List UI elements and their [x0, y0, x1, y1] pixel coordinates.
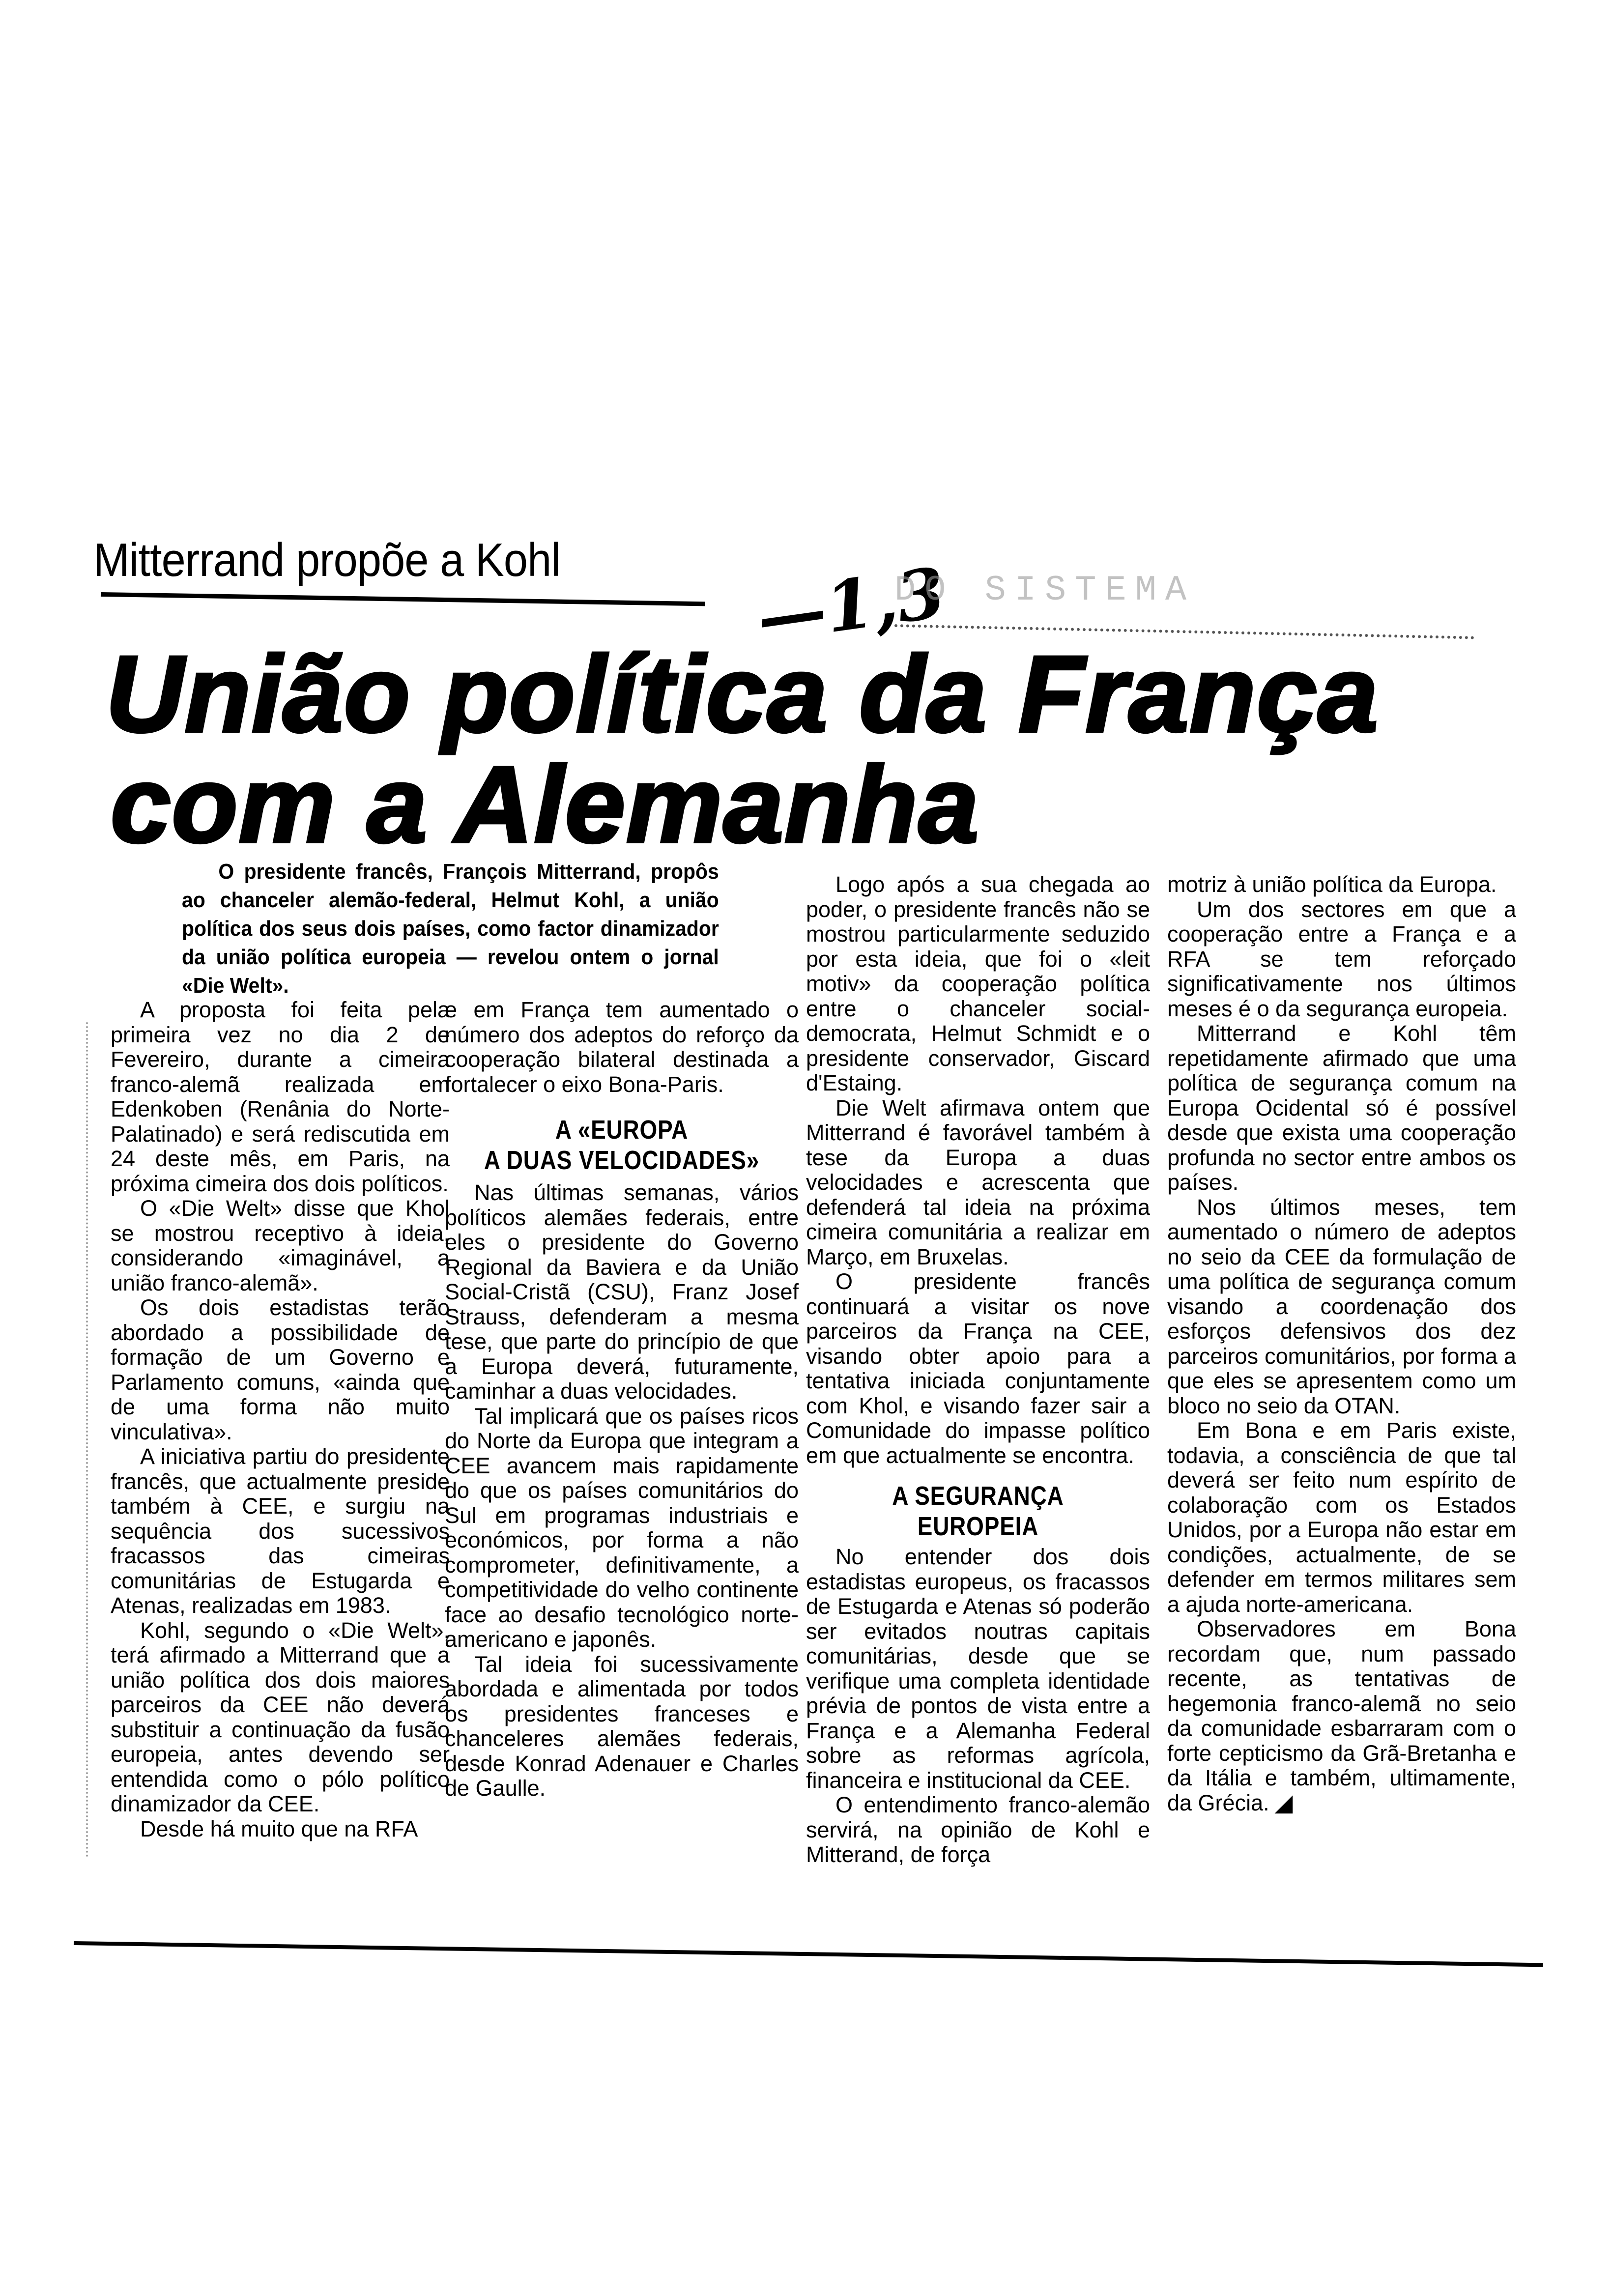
kicker-underline-rule: [101, 592, 705, 606]
paragraph-continuation: e em França tem aumentado o número dos adeptos do reforço da cooperação bilateral destinada a fortalecer o eixo Bona-Paris.: [445, 997, 799, 1097]
faded-stamp: DO SISTEMA: [894, 570, 1196, 610]
section-subhead: A SEGURANÇA EUROPEIA: [892, 1481, 1064, 1541]
paragraph: Die Welt afirmava ontem que Mitterrand é favorável também à tese da Europa a duas velocidades e acrescenta que defenderá tal ideia na próxima cimeira comunitária a realizar em Março, em Bruxelas.: [806, 1095, 1150, 1269]
paragraph: O entendimento franco-alemão servirá, na opinião de Kohl e Mitterand, de força: [806, 1792, 1150, 1867]
paragraph: Logo após a sua chegada ao poder, o presidente francês não se mostrou particularmente seduzido por esta ideia, que foi o «leit motiv» da cooperação política entre o chanceler social-democrata, Helmut Schmidt e o presidente conservador, Giscard d'Estaing.: [806, 872, 1150, 1095]
article-kicker: Mitterrand propõe a Kohl: [93, 534, 561, 586]
paragraph: Nas últimas semanas, vários políticos alemães federais, entre eles o presidente do Governo Regional da Baviera e da União Social-Cristã (CSU), Franz Josef Strauss, defenderam a mesma tese, que parte do princípio de que a Europa deverá, futuramente, caminhar a duas velocidades.: [445, 1180, 799, 1404]
paragraph: Os dois estadistas terão abordado a possibilidade de formação de um Governo e Parlamento comuns, «ainda que de uma forma não muito vinculativa».: [111, 1295, 450, 1444]
paragraph: No entender dos dois estadistas europeus, os fracassos de Estugarda e Atenas só poderão ser evitados noutras capitais comunitárias, desde que se verifique uma completa identidade prévia de pontos de vista entre a França e a Alemanha Federal sobre as reformas agrícola, financeira e institucional da CEE.: [806, 1544, 1150, 1793]
scan-margin-artifacts: [86, 1022, 91, 1858]
article-headline: [106, 633, 1379, 865]
paragraph: A iniciativa partiu do presidente francês, que actualmente preside também à CEE, e surgiu na sequência dos sucessivos fracassos das cimeiras comunitárias de Estugarda e Atenas, realizadas em 1983.: [111, 1444, 450, 1618]
paragraph: A proposta foi feita pela primeira vez no dia 2 de Fevereiro, durante a cimeira franco-alemã realizada em Edenkoben (Renânia do Norte-Palatinado) e será rediscutida em 24 deste mês, em Paris, na próxima cimeira dos dois políticos.: [111, 997, 450, 1196]
subhead-line-2: A DUAS VELOCIDADES»: [484, 1146, 760, 1175]
article-column-3: [806, 872, 1150, 1867]
paragraph-continuation: motriz à união política da Europa.: [1167, 872, 1497, 897]
paragraph: [1167, 1617, 1516, 1815]
paragraph: Mitterrand e Kohl têm repetidamente afirmado que uma política de segurança comum na Europa Ocidental só é possível desde que exista uma cooperação profunda no sector entre ambos os países.: [1167, 1021, 1516, 1195]
paragraph: Desde há muito que na RFA: [140, 1816, 418, 1841]
paragraph: Em Bona e em Paris existe, todavia, a consciência de que tal deverá ser feito num espírito de colaboração com os Estados Unidos, por a Europa não estar em condições, actualmente, de se defender em termos militares sem a ajuda norte-americana.: [1167, 1418, 1516, 1617]
paragraph: Kohl, segundo o «Die Welt», terá afirmado a Mitterrand que a união política dos dois maiores parceiros da CEE não deverá substituir a continuação da fusão europeia, antes devendo ser entendida como o pólo político dinamizador da CEE.: [111, 1617, 450, 1816]
handwritten-annotation: —1,3: [752, 552, 950, 659]
paragraph: O «Die Welt» disse que Khol se mostrou receptivo à ideia, considerando «imaginável, a união franco-alemã».: [111, 1196, 450, 1295]
subhead-line-1: A «EUROPA: [555, 1115, 689, 1145]
article-column-2: [445, 998, 799, 1801]
paragraph: Nos últimos meses, tem aumentado o número de adeptos no seio da CEE da formulação de uma política de segurança comum visando a coordenação dos esforços defensivos dos dez parceiros comunitários, por forma a que eles se apresentem como um bloco no seio da OTAN.: [1167, 1194, 1516, 1418]
end-of-article-icon: ◢: [1275, 1790, 1293, 1815]
paragraph: Um dos sectores em que a cooperação entre a França e a RFA se tem reforçado significativamente nos últimos meses é o da segurança europeia.: [1167, 896, 1516, 1021]
paragraph: Tal ideia foi sucessivamente abordada e alimentada por todos os presidentes franceses e chanceleres alemães federais, desde Konrad Adenauer e Charles de Gaulle.: [445, 1651, 799, 1801]
headline-line-1: União política da França: [106, 633, 1379, 754]
article-lede: O presidente francês, François Mitterrand, propôs ao chanceler alemão-federal, Helmut Kohl, a união política dos seus dois países, como factor dinamizador da união política europeia — revelou ontem o jornal «Die Welt».: [182, 860, 719, 998]
clipping-bottom-rule: [74, 1941, 1543, 1967]
headline-line-2: com a Alemanha: [111, 744, 980, 865]
section-subhead: [471, 1115, 772, 1176]
paragraph: O presidente francês continuará a visitar os nove parceiros da França na CEE, visando obter apoio para a tentativa iniciada conjuntamente com Khol, e visando fazer sair a Comunidade do impasse político em que actualmente se encontra.: [806, 1269, 1150, 1468]
paragraph-text: Observadores em Bona recordam que, num passado recente, as tentativas de hegemonia franco-alemã no seio da comunidade esbarraram com o forte cepticismo da Grã-Bretanha e da Itália e também, ultimamente, da Grécia.: [1167, 1616, 1516, 1815]
article-column-4: [1167, 872, 1516, 1815]
paragraph: Tal implicará que os países ricos do Norte da Europa que integram a CEE avancem mais rapidamente do que os países comunitários do Sul em programas industriais e económicos, por forma a não comprometer, definitivamente, a competitividade do velho continente face ao desafio tecnológico norte-americano e japonês.: [445, 1403, 799, 1652]
article-column-1: [111, 998, 450, 1841]
